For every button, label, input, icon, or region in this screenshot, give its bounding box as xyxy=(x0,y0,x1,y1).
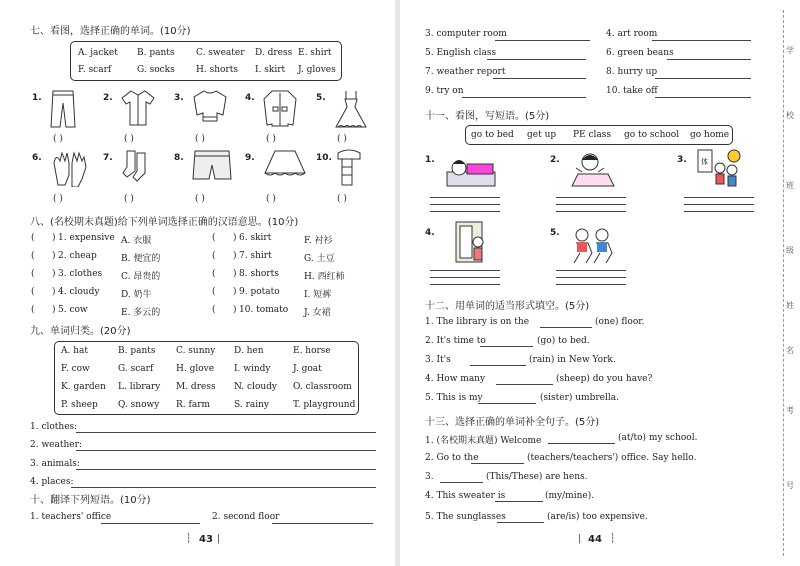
pe-class-icon xyxy=(694,148,746,195)
question-number: 3. xyxy=(677,155,687,165)
section-7-option: F. scarf xyxy=(78,65,112,75)
category-label: 1. clothes: xyxy=(30,422,78,432)
category-word: E. horse xyxy=(293,346,331,356)
phrase-answer-line xyxy=(652,40,751,41)
phrase-item: 3. computer room xyxy=(425,29,507,39)
fill-blank xyxy=(440,482,483,483)
choice-sentence-end: (teachers/teachers') office. Say hello. xyxy=(527,453,697,463)
svg-text:体: 体 xyxy=(701,158,708,166)
page-mark-left: ┆ xyxy=(186,534,192,544)
word-left: 3. clothes xyxy=(58,269,103,279)
fill-blank xyxy=(497,522,544,523)
category-answer-line xyxy=(76,450,376,451)
paren-open: ( xyxy=(31,251,35,261)
phrase-item: 2. second floor xyxy=(212,512,280,522)
fill-sentence-start: 5. This is my xyxy=(425,393,483,403)
paren-close: ) xyxy=(52,287,56,297)
word-left: 5. cow xyxy=(58,305,88,315)
category-word: S. rainy xyxy=(234,400,269,410)
page-mark-left-2: | xyxy=(217,534,221,544)
word-left: 1. expensive xyxy=(58,233,115,243)
phrase-answer-line xyxy=(655,78,751,79)
section-7-option: G. socks xyxy=(137,65,175,75)
choice-sentence-end: (at/to) my school. xyxy=(618,433,698,443)
writing-line xyxy=(556,270,626,271)
paren-close: ) xyxy=(52,269,56,279)
question-number: 7. xyxy=(103,153,113,163)
fill-blank xyxy=(471,463,524,464)
paren-open: ( xyxy=(31,287,35,297)
choice-sentence-start: 4. This sweater is xyxy=(425,491,506,501)
section-9-title: 九、单词归类。(20分) xyxy=(30,326,131,337)
meaning-right: J. 女裙 xyxy=(304,308,331,318)
paren-open: ( xyxy=(212,305,216,315)
answer-paren: ( ) xyxy=(53,194,63,204)
paren-close: ) xyxy=(233,269,237,279)
section-7-option: C. sweater xyxy=(196,48,245,58)
answer-paren: ( ) xyxy=(124,134,134,144)
section-7-option: J. gloves xyxy=(298,65,336,75)
category-word: B. pants xyxy=(118,346,156,356)
binding-margin-char: 学 xyxy=(786,46,794,55)
paren-close: ) xyxy=(233,305,237,315)
fill-sentence-end: (go) to bed. xyxy=(537,336,590,346)
answer-paren: ( ) xyxy=(195,194,205,204)
going-home-door-icon xyxy=(452,220,488,267)
choice-sentence-start: 2. Go to the xyxy=(425,453,479,463)
section-8-title: 八、(名校期末真题)给下列单词选择正确的汉语意思。(10分) xyxy=(30,217,299,228)
section-12-title: 十二、用单词的适当形式填空。(5分) xyxy=(425,301,590,312)
answer-paren: ( ) xyxy=(124,194,134,204)
writing-line xyxy=(430,277,500,278)
category-word: O. classroom xyxy=(293,382,352,392)
category-word: R. farm xyxy=(176,400,211,410)
meaning-left: C. 昂贵的 xyxy=(121,272,161,282)
binding-margin-char: 考 xyxy=(786,406,794,415)
category-word: C. sunny xyxy=(176,346,216,356)
paren-open: ( xyxy=(31,269,35,279)
category-word: I. windy xyxy=(234,364,271,374)
phrase-item: 7. weather report xyxy=(425,67,506,77)
writing-line xyxy=(556,204,626,205)
answer-paren: ( ) xyxy=(266,194,276,204)
fill-blank xyxy=(496,384,553,385)
paren-open: ( xyxy=(212,233,216,243)
category-label: 2. weather: xyxy=(30,440,82,450)
phrase-answer-line xyxy=(495,40,590,41)
meaning-left: D. 奶牛 xyxy=(121,290,152,300)
phrase-item: 8. hurry up xyxy=(606,67,658,77)
section-7-title: 七、看图，选择正确的单词。(10分) xyxy=(30,26,191,37)
fill-blank xyxy=(478,403,536,404)
fill-sentence-end: (sister) umbrella. xyxy=(540,393,619,403)
category-word: F. cow xyxy=(61,364,90,374)
answer-paren: ( ) xyxy=(195,134,205,144)
phrase-answer-line xyxy=(101,523,200,524)
writing-line xyxy=(684,211,754,212)
phrase-item: 5. English class xyxy=(425,48,497,58)
word-right: 8. shorts xyxy=(239,269,279,279)
writing-line xyxy=(684,197,754,198)
fill-sentence-start: 3. It's xyxy=(425,355,451,365)
binding-margin-char: 校 xyxy=(786,111,794,120)
category-word: N. cloudy xyxy=(234,382,278,392)
writing-line xyxy=(430,204,500,205)
section-7-option: B. pants xyxy=(137,48,175,58)
binding-margin-char: 号 xyxy=(786,481,794,490)
writing-line xyxy=(556,284,626,285)
paren-close: ) xyxy=(52,305,56,315)
pants-icon xyxy=(50,89,76,132)
question-number: 3. xyxy=(174,93,184,103)
section-7-option: A. jacket xyxy=(78,48,118,58)
choice-sentence-end: (This/These) are hens. xyxy=(486,472,588,482)
category-label: 3. animals: xyxy=(30,459,80,469)
binding-margin-char: 级 xyxy=(786,246,794,255)
paren-open: ( xyxy=(212,287,216,297)
phrase-answer-line xyxy=(493,78,586,79)
shorts-icon xyxy=(192,149,232,186)
phrase-option: go to bed xyxy=(471,130,514,140)
phrase-item: 4. art room xyxy=(606,29,658,39)
choice-sentence-end: (are/is) too expensive. xyxy=(547,512,648,522)
word-right: 10. tomato xyxy=(239,305,289,315)
paren-close: ) xyxy=(52,251,56,261)
phrase-answer-line xyxy=(667,59,751,60)
fill-sentence-start: 2. It's time to xyxy=(425,336,486,346)
page-number-left: 43 xyxy=(199,534,213,545)
fill-blank xyxy=(480,346,533,347)
category-label: 4. places: xyxy=(30,477,74,487)
writing-line xyxy=(556,211,626,212)
category-answer-line xyxy=(71,487,376,488)
binding-margin-char: 班 xyxy=(786,181,794,190)
paren-open: ( xyxy=(31,233,35,243)
paren-open: ( xyxy=(212,269,216,279)
question-number: 4. xyxy=(245,93,255,103)
page-mark-right-2: ┆ xyxy=(610,534,616,544)
phrase-item: 10. take off xyxy=(606,86,658,96)
phrase-answer-line xyxy=(462,97,586,98)
question-number: 5. xyxy=(316,93,326,103)
question-number: 5. xyxy=(550,228,560,238)
page-mark-right: | xyxy=(578,534,582,544)
children-running-icon xyxy=(566,225,618,268)
fill-sentence-start: 4. How many xyxy=(425,374,486,384)
question-number: 8. xyxy=(174,153,184,163)
paren-close: ) xyxy=(52,233,56,243)
category-word: T. playground xyxy=(293,400,356,410)
shirt-icon xyxy=(121,89,155,130)
paren-open: ( xyxy=(31,305,35,315)
answer-paren: ( ) xyxy=(337,194,347,204)
question-number: 1. xyxy=(32,93,42,103)
category-word: L. library xyxy=(118,382,161,392)
meaning-right: F. 衬衫 xyxy=(304,236,333,246)
phrase-option: go to school xyxy=(624,130,680,140)
phrase-item: 6. green beans xyxy=(606,48,674,58)
fill-blank xyxy=(470,365,526,366)
category-word: M. dress xyxy=(176,382,216,392)
fill-sentence-end: (one) floor. xyxy=(595,317,645,327)
choice-sentence-start: 1. (名校期末真题) Welcome xyxy=(425,436,542,446)
binding-line xyxy=(783,10,784,556)
scarf-icon xyxy=(334,149,364,192)
question-number: 2. xyxy=(103,93,113,103)
section-10-title: 十、翻译下列短语。(10分) xyxy=(30,495,151,506)
fill-sentence-end: (rain) in New York. xyxy=(529,355,616,365)
fill-blank xyxy=(495,501,543,502)
writing-line xyxy=(684,204,754,205)
section-11-title: 十一、看图，写短语。(5分) xyxy=(425,111,550,122)
category-answer-line xyxy=(76,432,376,433)
fill-blank xyxy=(540,327,592,328)
answer-paren: ( ) xyxy=(337,134,347,144)
binding-margin-char: 姓 xyxy=(786,301,794,310)
meaning-right: H. 西红柿 xyxy=(304,272,345,282)
phrase-item: 9. try on xyxy=(425,86,464,96)
section-7-option: I. skirt xyxy=(255,65,286,75)
category-word: K. garden xyxy=(61,382,106,392)
question-number: 10. xyxy=(316,153,332,163)
phrase-item: 1. teachers' office xyxy=(30,512,112,522)
page-gutter xyxy=(395,0,400,566)
category-word: G. scarf xyxy=(118,364,154,374)
binding-margin-char: 名 xyxy=(786,346,794,355)
section-7-option-box xyxy=(70,41,342,81)
writing-line xyxy=(556,277,626,278)
category-word: J. goat xyxy=(293,364,322,374)
dress-icon xyxy=(334,89,368,134)
section-13-title: 十三、选择正确的单词补全句子。(5分) xyxy=(425,417,600,428)
word-left: 2. cheap xyxy=(58,251,97,261)
section-7-option: D. dress xyxy=(255,48,293,58)
writing-line xyxy=(430,211,500,212)
question-number: 1. xyxy=(425,155,435,165)
question-number: 9. xyxy=(245,153,255,163)
meaning-left: A. 衣服 xyxy=(121,236,152,246)
writing-line xyxy=(556,197,626,198)
word-right: 6. skirt xyxy=(239,233,272,243)
writing-line xyxy=(430,284,500,285)
waking-child-icon xyxy=(568,150,620,193)
choice-sentence-end: (my/mine). xyxy=(545,491,595,501)
answer-paren: ( ) xyxy=(266,134,276,144)
writing-line xyxy=(430,197,500,198)
sweater-icon xyxy=(192,89,228,126)
phrase-option: PE class xyxy=(573,130,612,140)
question-number: 6. xyxy=(32,153,42,163)
meaning-left: B. 便宜的 xyxy=(121,254,161,264)
question-number: 4. xyxy=(425,228,435,238)
meaning-right: I. 短裤 xyxy=(304,290,332,300)
meaning-left: E. 多云的 xyxy=(121,308,161,318)
choice-sentence-start: 5. The sunglasses xyxy=(425,512,506,522)
sleeping-child-icon xyxy=(445,150,497,193)
question-number: 2. xyxy=(550,155,560,165)
category-word: H. glove xyxy=(176,364,215,374)
phrase-answer-line xyxy=(272,523,373,524)
phrase-answer-line xyxy=(655,97,751,98)
fill-blank xyxy=(548,443,615,444)
category-word: P. sheep xyxy=(61,400,98,410)
choice-sentence-start: 3. xyxy=(425,472,434,482)
paren-open: ( xyxy=(212,251,216,261)
paren-close: ) xyxy=(233,233,237,243)
category-word: Q. snowy xyxy=(118,400,160,410)
paren-close: ) xyxy=(233,287,237,297)
page-number-right: 44 xyxy=(588,534,602,545)
fill-sentence-end: (sheep) do you have? xyxy=(556,374,653,384)
socks-icon xyxy=(121,149,151,188)
paren-close: ) xyxy=(233,251,237,261)
answer-paren: ( ) xyxy=(53,134,63,144)
phrase-option: go home xyxy=(690,130,730,140)
writing-line xyxy=(430,270,500,271)
category-answer-line xyxy=(76,469,376,470)
category-word: D. hen xyxy=(234,346,264,356)
word-right: 9. potato xyxy=(239,287,280,297)
gloves-icon xyxy=(50,149,92,190)
phrase-answer-line xyxy=(487,59,586,60)
section-7-option: H. shorts xyxy=(196,65,238,75)
word-left: 4. cloudy xyxy=(58,287,100,297)
category-word: A. hat xyxy=(61,346,88,356)
section-7-option: E. shirt xyxy=(298,48,332,58)
phrase-option: get up xyxy=(527,130,557,140)
fill-sentence-start: 1. The library is on the xyxy=(425,317,530,327)
skirt-icon xyxy=(263,149,307,182)
meaning-right: G. 土豆 xyxy=(304,254,335,264)
jacket-icon xyxy=(263,89,297,130)
word-right: 7. shirt xyxy=(239,251,272,261)
